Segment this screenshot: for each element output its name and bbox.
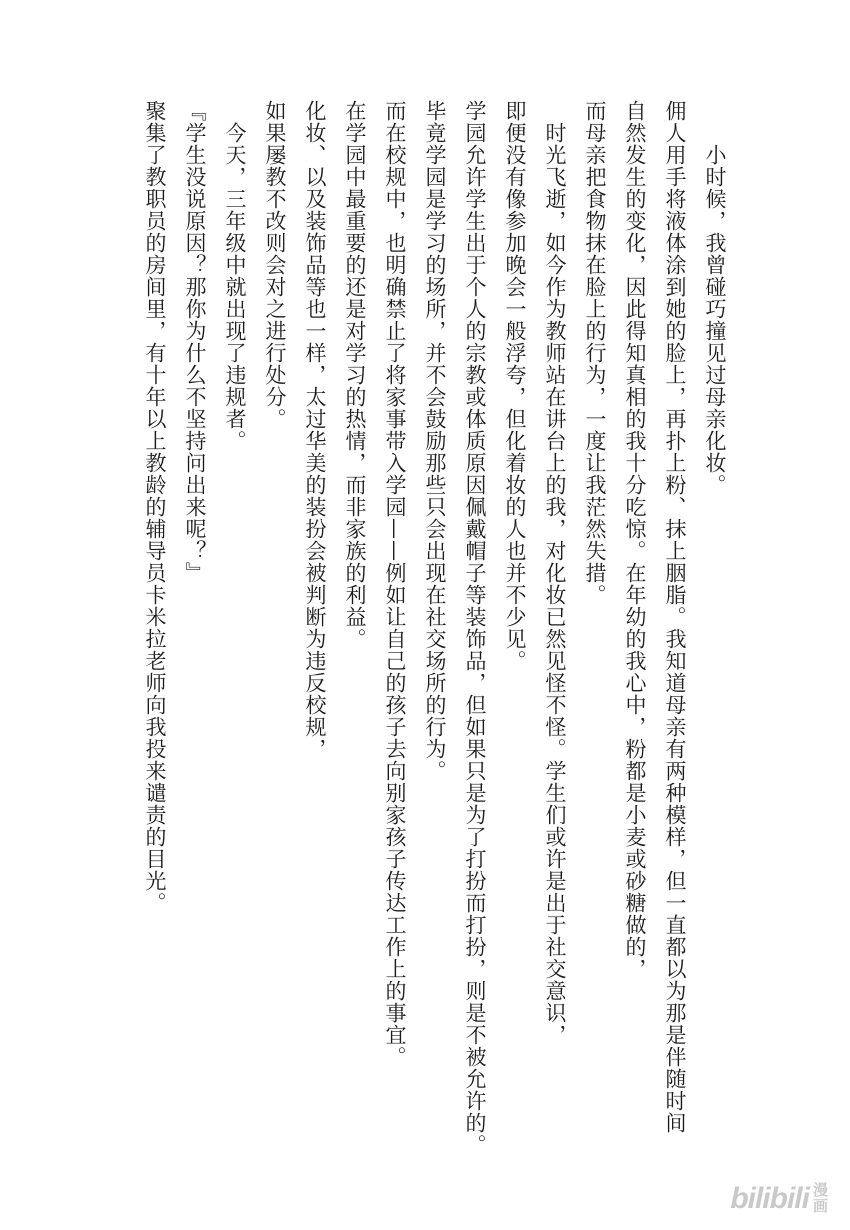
- paragraph: 聚集了教职员的房间里，有十年以上教龄的辅导员卡米拉老师向我投来谴责的目光。: [143, 100, 167, 914]
- paragraph: 而母亲把食物抹在脸上的行为，一度让我茫然失措。: [583, 100, 607, 606]
- vertical-text-block: [135, 100, 735, 1160]
- bilibili-manga-watermark: [730, 1182, 828, 1216]
- paragraph: 即便没有像参加晚会一般浮夸，但化着妆的人也并不少见。: [503, 100, 527, 672]
- paragraph: 学园允许学生出于个人的宗教或体质原因佩戴帽子等装饰品，但如果只是为了打扮而打扮，则是不被允许的。: [463, 100, 487, 1156]
- paragraph: 时光飞逝，如今作为教师站在讲台上的我，对化妆已然见怪不怪。学生们或许是出于社交意识，: [543, 100, 567, 1046]
- paragraph: 自然发生的变化，因此得知真相的我十分吃惊。在年幼的我心中，粉都是小麦或砂糖做的，: [623, 100, 647, 980]
- paragraph: 今天，三年级中就出现了违规者。: [223, 100, 247, 452]
- paragraph: 毕竟学园是学习的场所，并不会鼓励那些只会出现在社交场所的行为。: [423, 100, 447, 782]
- watermark-logo-text: bilibili: [730, 1182, 809, 1215]
- watermark-cn-char: 画: [812, 1198, 828, 1215]
- paragraph: 小时候，我曾碰巧撞见过母亲化妆。: [703, 144, 727, 496]
- paragraph: 如果屡教不改则会对之进行处分。: [263, 100, 287, 430]
- watermark-logo-cn: [813, 1183, 828, 1215]
- dialogue-paragraph: 『学生没说原因？那你为什么不坚持问出来呢？』: [183, 100, 207, 584]
- paragraph: 而在校规中，也明确禁止了将家事带入学园——例如让自己的孩子去向别家孩子传达工作上的事宜。: [383, 100, 407, 1068]
- paragraph: 化妆、以及装饰品等也一样，太过华美的装扮会被判断为违反校规，: [303, 100, 327, 760]
- paragraph: 在学园中最重要的还是对学习的热情，而非家族的利益。: [343, 100, 367, 650]
- paragraph: 佣人用手将液体涂到她的脸上，再扑上粉、抹上胭脂。我知道母亲有两种模样，但一直都以为那是伴随时间: [663, 100, 687, 1134]
- watermark-cn-char: 漫: [812, 1182, 828, 1199]
